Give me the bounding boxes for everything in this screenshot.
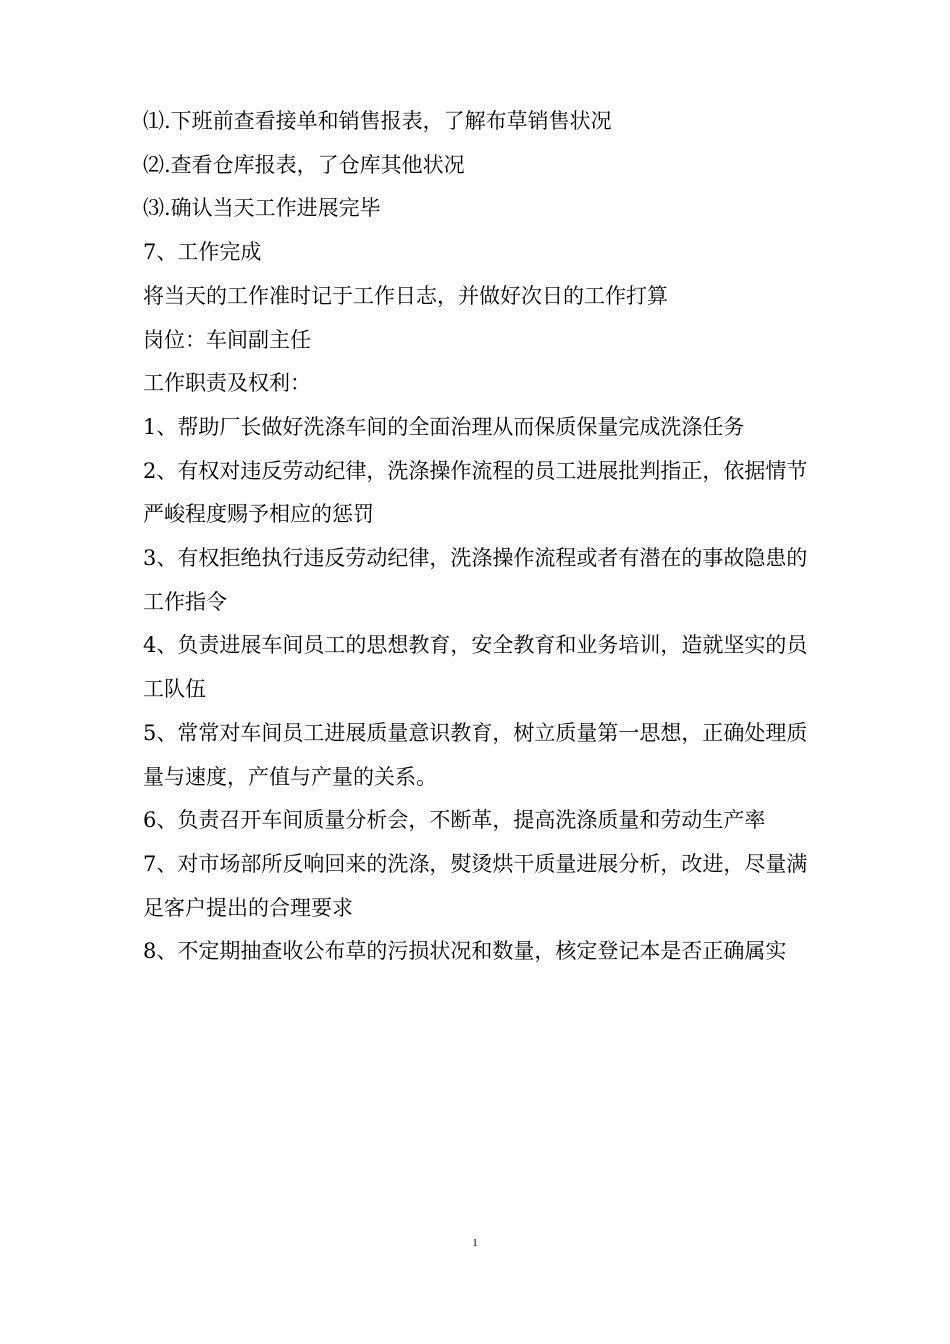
- paragraph-8: 1、帮助厂长做好洗涤车间的全面治理从而保质保量完成洗涤任务: [143, 414, 745, 439]
- paragraph-5: 将当天的工作准时记于工作日志，并做好次日的工作打算: [143, 283, 668, 308]
- paragraph-7: 工作职责及权利：: [143, 371, 311, 396]
- paragraph-6: 岗位：车间副主任: [143, 327, 311, 352]
- paragraph-14: 7、对市场部所反响回来的洗涤，熨烫烘干质量进展分析，改进，尽量满足客户提出的合理要求: [143, 851, 808, 920]
- paragraph-15: 8、不定期抽查收公布草的污损状况和数量，核定登记本是否正确属实: [143, 939, 787, 964]
- document-body: [143, 100, 808, 974]
- paragraph-11: 4、负责进展车间员工的思想教育，安全教育和业务培训，造就坚实的员工队伍: [143, 633, 808, 702]
- paragraph-3: ⑶.确认当天工作进展完毕: [143, 196, 381, 221]
- page-number: 1: [472, 1237, 478, 1249]
- paragraph-9: 2、有权对违反劳动纪律，洗涤操作流程的员工进展批判指正，依据情节严峻程度赐予相应的惩罚: [143, 458, 808, 527]
- paragraph-12: 5、常常对车间员工进展质量意识教育，树立质量第一思想，正确处理质量与速度，产值与产量的关系。: [143, 720, 808, 789]
- paragraph-10: 3、有权拒绝执行违反劳动纪律，洗涤操作流程或者有潜在的事故隐患的工作指令: [143, 546, 808, 614]
- paragraph-1: ⑴.下班前查看接单和销售报表，了解布草销售状况: [143, 109, 612, 133]
- paragraph-13: 6、负责召开车间质量分析会，不断革，提高洗涤质量和劳动生产率: [143, 808, 766, 833]
- paragraph-4: 7、工作完成: [143, 240, 262, 265]
- paragraph-2: ⑵.查看仓库报表，了仓库其他状况: [143, 152, 465, 177]
